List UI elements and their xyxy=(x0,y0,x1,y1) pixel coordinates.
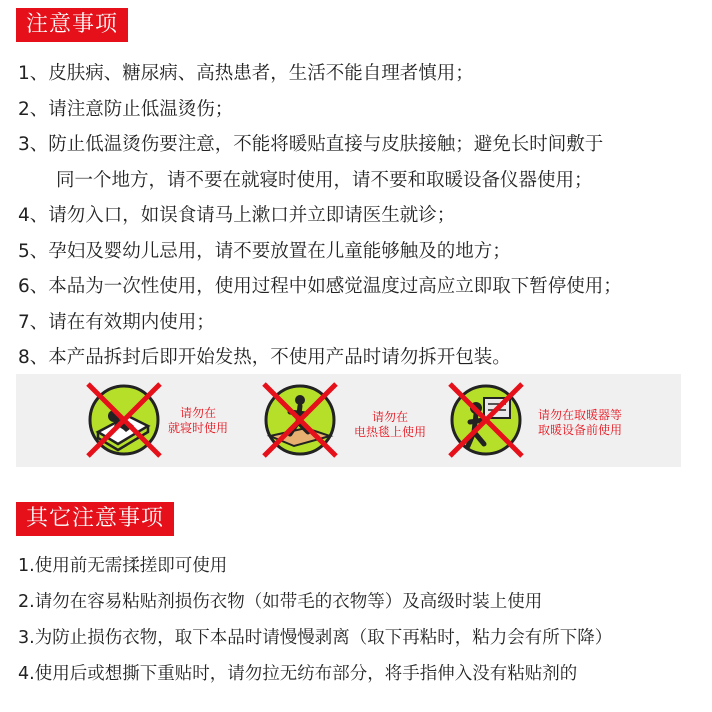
list-item: 2、请注意防止低温烫伤； xyxy=(18,98,234,120)
list-item: 2.请勿在容易粘贴剂损伤衣物（如带毛的衣物等）及高级时装上使用 xyxy=(18,592,543,612)
warning-caption: 请勿在 就寝时使用 xyxy=(168,406,229,435)
no-heater-icon xyxy=(446,380,526,460)
list-item: 4、请勿入口，如误食请马上漱口并立即请医生就诊； xyxy=(18,205,456,226)
warning-banner xyxy=(16,374,681,467)
list-item: 3、防止低温烫伤要注意，不能将暖贴直接与皮肤接触；避免长时间敷于 xyxy=(18,134,604,155)
list-item: 1、皮肤病、糖尿病、高热患者，生活不能自理者慎用； xyxy=(18,63,474,84)
list-item: 7、请在有效期内使用； xyxy=(18,311,215,333)
no-electric-blanket-icon xyxy=(260,380,340,460)
list-item: 4.使用后或想撕下重贴时，请勿拉无纺布部分，将手指伸入没有粘贴剂的 xyxy=(18,664,578,684)
list-item: 3.为防止损伤衣物，取下本品时请慢慢剥离（取下再粘时，粘力会有所下降） xyxy=(18,628,613,648)
list-item: 1.使用前无需揉搓即可使用 xyxy=(18,556,228,576)
section-title-precautions: 注意事项 xyxy=(16,8,128,42)
warning-caption: 请勿在取暖器等 取暖设备前使用 xyxy=(538,408,623,437)
list-item: 5、孕妇及婴幼儿忌用，请不要放置在儿童能够触及的地方； xyxy=(18,240,511,262)
list-item: 6、本品为一次性使用，使用过程中如感觉温度过高应立即取下暂停使用； xyxy=(18,276,622,297)
warning-caption: 请勿在 电热毯上使用 xyxy=(354,410,427,439)
list-item: 8、本产品拆封后即开始发热，不使用产品时请勿拆开包装。 xyxy=(18,347,511,368)
no-sleeping-icon xyxy=(84,380,164,460)
section-title-other-precautions: 其它注意事项 xyxy=(16,502,174,536)
list-item-continuation: 同一个地方，请不要在就寝时使用，请不要和取暖设备仪器使用； xyxy=(56,169,593,191)
other-precautions-list xyxy=(18,548,612,692)
precautions-list xyxy=(18,56,622,376)
